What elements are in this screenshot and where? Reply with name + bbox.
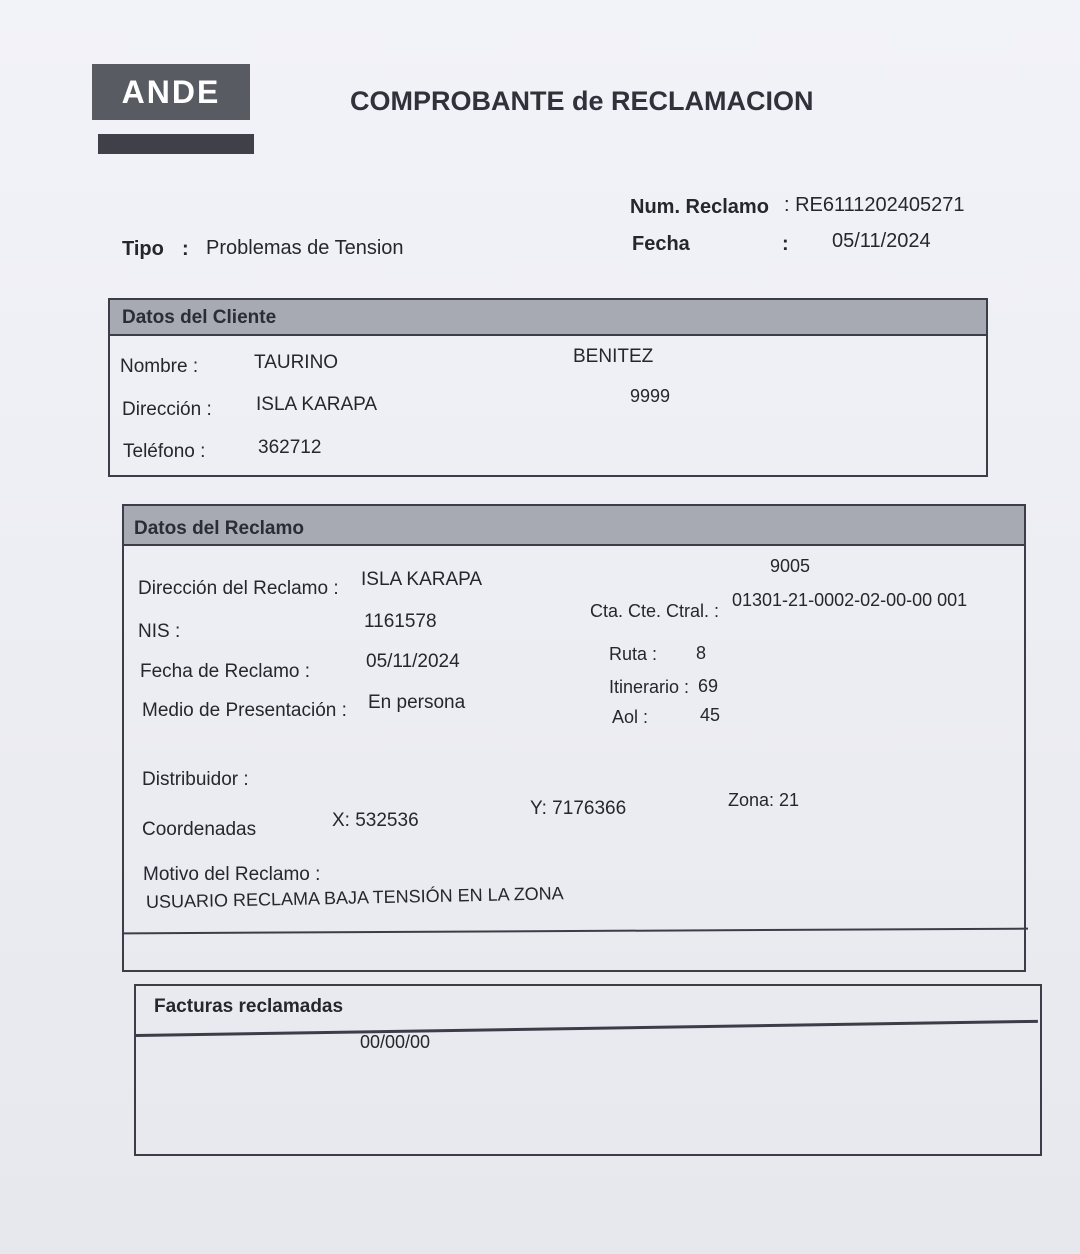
apellido-value: BENITEZ (573, 346, 654, 367)
distribuidor-label: Distribuidor : (142, 769, 249, 790)
reclamo-direccion-value: ISLA KARAPA (361, 569, 483, 590)
ande-logo (92, 64, 250, 120)
fecha-label: Fecha (632, 233, 690, 255)
itinerario-label: Itinerario : (609, 677, 690, 697)
tipo-label: Tipo (122, 238, 164, 260)
fecha-value: 05/11/2024 (832, 230, 931, 252)
logo-text: ANDE (121, 73, 221, 110)
tipo-value: Problemas de Tension (206, 237, 404, 259)
nombre-value: TAURINO (254, 352, 339, 373)
num-reclamo-label: Num. Reclamo (630, 196, 769, 218)
nombre-label: Nombre : (120, 356, 199, 377)
facturas-value: 00/00/00 (360, 1032, 431, 1052)
zona-value: Zona: 21 (728, 790, 800, 810)
cliente-direccion-label: Dirección : (122, 399, 212, 420)
motivo-value: USUARIO RECLAMA BAJA TENSIÓN EN LA ZONA (145, 883, 564, 912)
telefono-label: Teléfono : (123, 441, 206, 462)
fecha-reclamo-label: Fecha de Reclamo : (140, 661, 311, 682)
aol-label: Aol : (612, 707, 649, 727)
cliente-section-title: Datos del Cliente (122, 307, 277, 328)
document-title: COMPROBANTE de RECLAMACION (350, 86, 814, 116)
tipo-separator: : (182, 238, 189, 260)
cliente-direccion-number: 9999 (630, 386, 671, 406)
facturas-section-title: Facturas reclamadas (154, 996, 344, 1017)
medio-value: En persona (368, 692, 466, 713)
logo-bar (98, 134, 254, 154)
nis-value: 1161578 (364, 611, 437, 632)
cta-label: Cta. Cte. Ctral. : (590, 601, 720, 621)
reclamo-section-title: Datos del Reclamo (134, 518, 304, 539)
aol-value: 45 (700, 705, 721, 725)
cliente-section-header (110, 300, 986, 336)
coord-x-value: X: 532536 (332, 810, 419, 831)
ruta-value: 8 (696, 643, 707, 663)
telefono-value: 362712 (258, 437, 322, 458)
coordenadas-label: Coordenadas (142, 819, 257, 840)
reclamo-section-header (124, 506, 1024, 546)
fecha-reclamo-value: 05/11/2024 (366, 651, 460, 672)
reclamo-direccion-number: 9005 (770, 556, 811, 576)
coord-y-value: Y: 7176366 (530, 798, 627, 819)
num-reclamo-value: : RE6111202405271 (784, 194, 965, 216)
reclamo-direccion-label: Dirección del Reclamo : (138, 578, 339, 599)
ruta-label: Ruta : (609, 644, 658, 664)
cliente-direccion-value: ISLA KARAPA (256, 394, 378, 415)
medio-label: Medio de Presentación : (142, 700, 347, 721)
cta-value: 01301-21-0002-02-00-00 001 (732, 590, 968, 610)
motivo-label: Motivo del Reclamo : (143, 864, 321, 885)
nis-label: NIS : (138, 621, 181, 642)
fecha-separator: : (782, 233, 789, 255)
itinerario-value: 69 (698, 676, 719, 696)
